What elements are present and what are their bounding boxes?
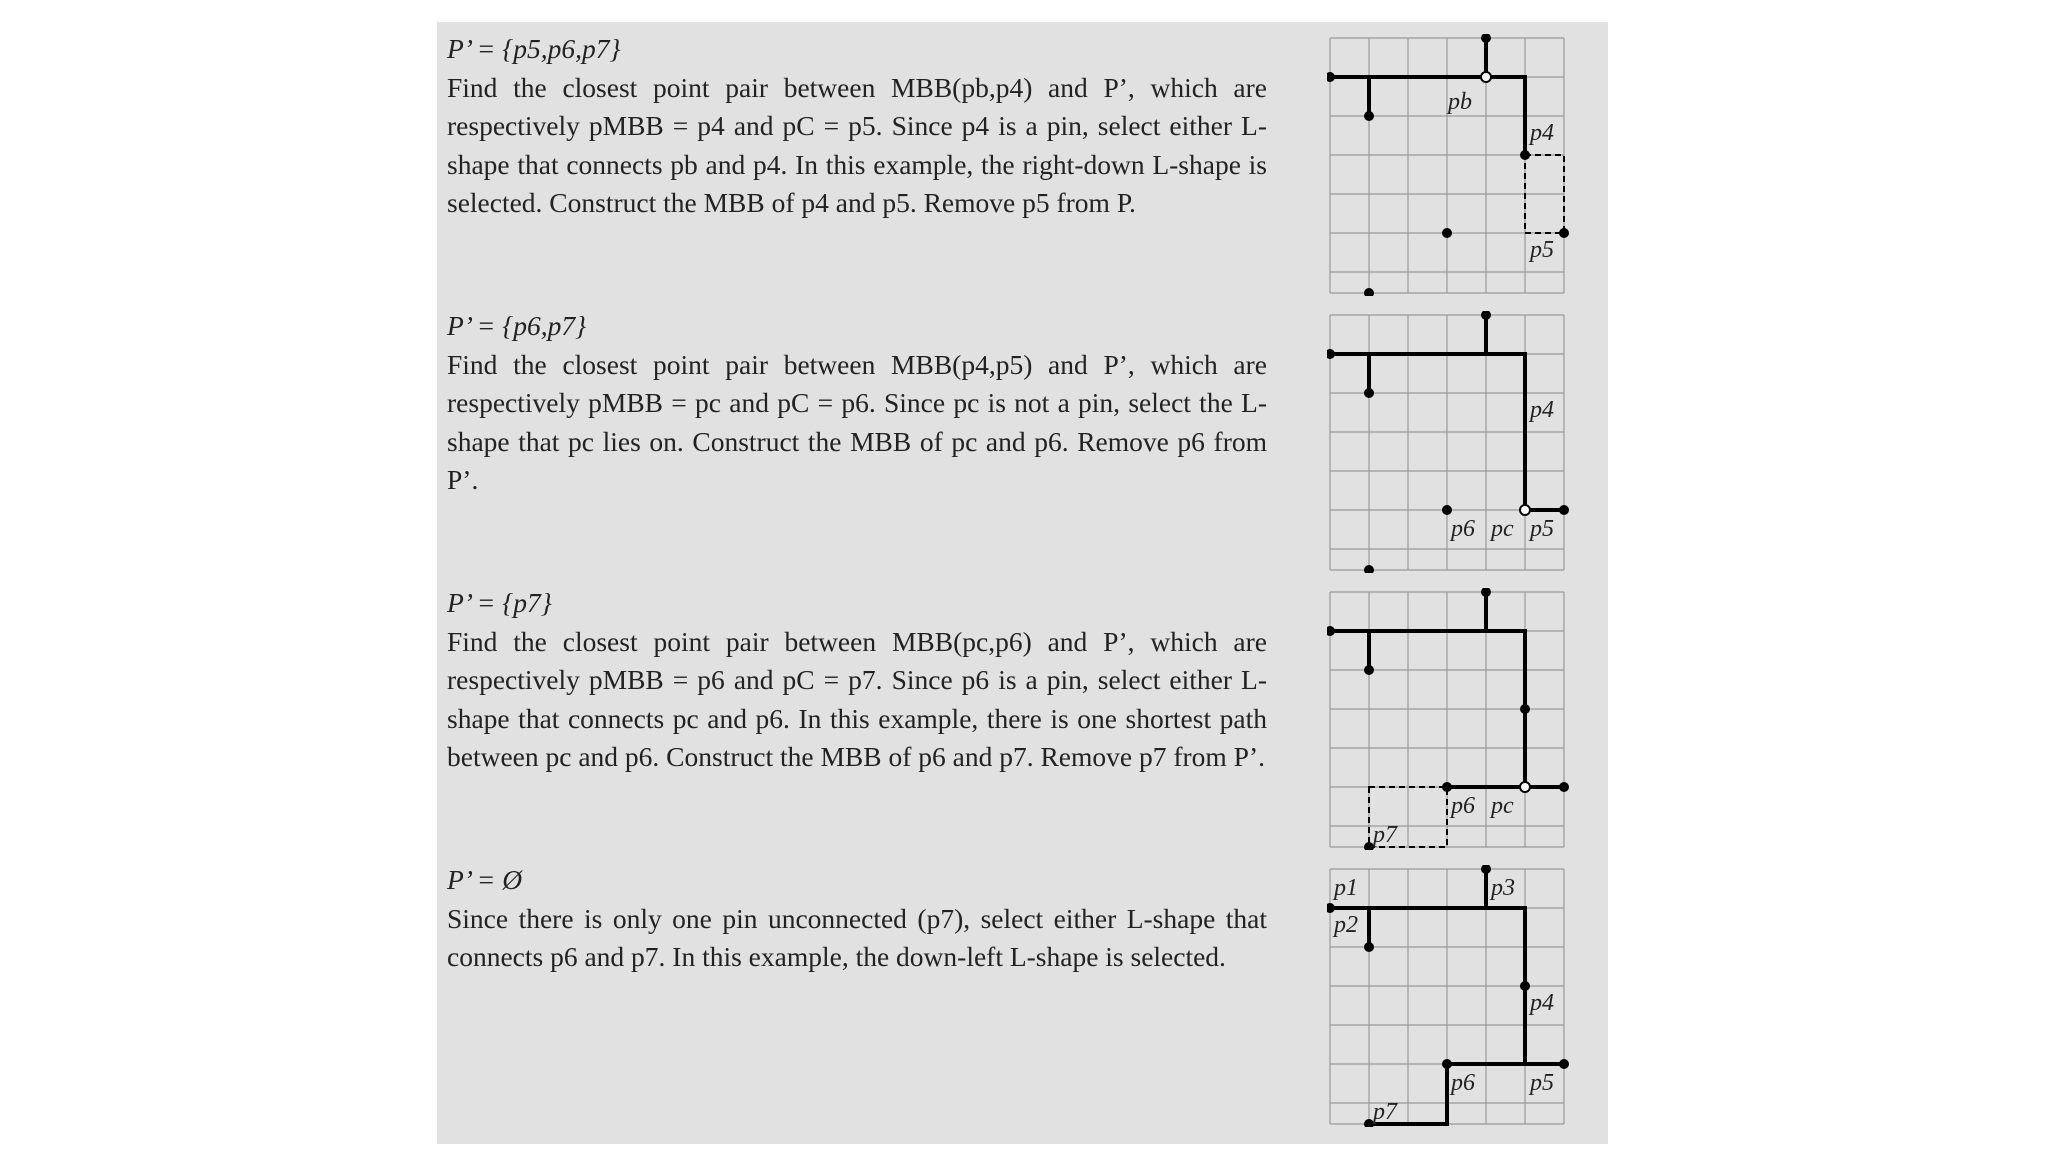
grid2-label-p6: p6 xyxy=(1451,516,1475,542)
figure-panel xyxy=(437,22,1608,1144)
grid2-label-p4: p4 xyxy=(1530,397,1554,423)
step-1-description: Find the closest point pair between MBB(pb,p4) and P’, which are respectively pMBB = p4 and pC = p5. Since p4 is a pin, select either L-shape that connects pb and p4. In this example, the right-down L-shape is selected. Construct the MBB of p4 and p5. Remove p5 from P. xyxy=(447,71,1267,218)
step-1-set-label: P’ = {p5,p6,p7} xyxy=(447,33,621,64)
step-4-text xyxy=(447,861,1267,977)
step-3-set-label: P’ = {p7} xyxy=(447,587,552,618)
step-2-description: Find the closest point pair between MBB(p4,p5) and P’, which are respectively pMBB = pc and pC = p6. Since pc is not a pin, select the L-shape that pc lies on. Construct the MBB of pc and p6. Remove p6 from P’. xyxy=(447,348,1267,495)
grid4-label-p3: p3 xyxy=(1491,875,1515,901)
grid4-label-p6: p6 xyxy=(1451,1070,1475,1096)
grid4-label-p1: p1 xyxy=(1334,875,1358,901)
step-3-text xyxy=(447,584,1267,777)
grid4-label-p7: p7 xyxy=(1373,1099,1397,1125)
grid1-label-pb: pb xyxy=(1448,89,1472,115)
step-4-description: Since there is only one pin unconnected (p7), select either L-shape that connects p6 and p7. In this example, the down-left L-shape is selected. xyxy=(447,902,1267,972)
step-2-text xyxy=(447,307,1267,500)
grid2-label-p5: p5 xyxy=(1530,516,1554,542)
grid3-label-p6: p6 xyxy=(1451,793,1475,819)
grid4-label-p4: p4 xyxy=(1530,990,1554,1016)
grid1-label-p4: p4 xyxy=(1530,120,1554,146)
grid-diagram-1 xyxy=(1327,34,1575,296)
grid4-label-p5: p5 xyxy=(1530,1070,1554,1096)
grid-diagram-2 xyxy=(1327,311,1575,573)
grid3-label-pc: pc xyxy=(1491,793,1514,819)
step-3-description: Find the closest point pair between MBB(pc,p6) and P’, which are respectively pMBB = p6 and pC = p7. Since p6 is a pin, select either L-shape that connects pc and p6. In this example, there is one shortest path between pc and p6. Construct the MBB of p6 and p7. Remove p7 from P’. xyxy=(447,625,1267,772)
step-1-text xyxy=(447,30,1267,223)
grid2-label-pc: pc xyxy=(1491,516,1514,542)
step-4-set-label: P’ = Ø xyxy=(447,864,523,895)
grid1-label-p5: p5 xyxy=(1530,237,1554,263)
grid3-label-p7: p7 xyxy=(1373,822,1397,848)
grid-diagram-4 xyxy=(1327,865,1575,1127)
grid-diagram-3 xyxy=(1327,588,1575,850)
step-2-set-label: P’ = {p6,p7} xyxy=(447,310,587,341)
grid4-label-p2: p2 xyxy=(1334,912,1358,938)
